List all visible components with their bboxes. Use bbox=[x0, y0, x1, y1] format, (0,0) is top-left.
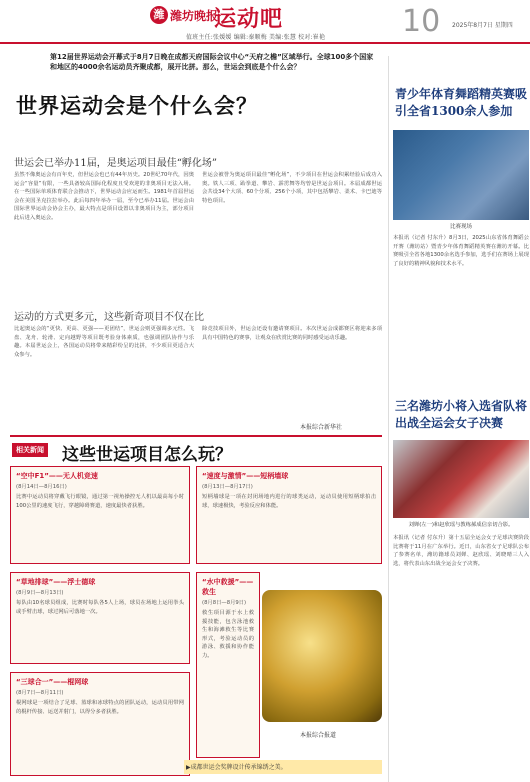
page-title: 世界运动会是个什么会？ bbox=[16, 93, 258, 118]
article1-text: 本报讯（记者 付东升）8月3日，2025山东省体育舞蹈公开赛（潍坊站）暨青少年体育舞蹈精英赛在潍坊开幕。比赛吸引全省各地1300余名选手参加，选手们在赛场上展现了良好的精神风貌和技术水平。 bbox=[393, 235, 529, 267]
right-column bbox=[388, 56, 530, 782]
item-date: (8月7日—8月11日) bbox=[16, 690, 64, 696]
masthead bbox=[0, 0, 530, 44]
item-title: “速度与激情”——短柄墙球 bbox=[202, 472, 289, 480]
dance-competition-photo bbox=[393, 130, 529, 220]
photo1-caption: 比赛现场 bbox=[449, 224, 472, 230]
section1-right-text: 世运会被誉为奥运项目最佳“孵化场”，不少项目在世运会积累经验后成功入奥。铁人三项、跆拳道、攀岩、霹雳舞等均曾是世运会项目。本届成都世运会共设34个大项、60个分项、256个小项，其中包括攀岩、柔术、卡巴迪等特色项目。 bbox=[202, 172, 382, 204]
item-title: “三球合一”——棍网球 bbox=[16, 678, 89, 686]
item-text: 每队由10名球员组成，比赛时每队各5人上场，球员在场地上运用拳头或手臂击球，球过网后可落地一次。 bbox=[16, 600, 184, 615]
item-text: 救生项目源于水上救援技能，包含泳池救生和海滩救生等比赛形式，考验运动员的游泳、救援和协作能力。 bbox=[202, 610, 254, 659]
source-credit-1: 本报综合新华社 bbox=[300, 424, 343, 431]
medal-caption: ▶成都世运会奖牌设计传承锦绣之美。 bbox=[186, 764, 287, 771]
item-date: (8月8日—8月9日) bbox=[202, 600, 247, 606]
section2-left-text: 比起奥运会的“更快、更高、更强——更团结”，世运会则更强调多元性。飞盘、龙舟、轮滑、定向越野等项目既考验身体素质，也强调团队协作与乐趣。本届世运会上，各国运动员将带来精彩纷呈的比拼，不少项目更适合大众参与。 bbox=[14, 326, 194, 358]
section2-title: 运动的方式更多元，这些新奇项目不仅在比 bbox=[14, 312, 204, 323]
special-section-title: 这些世运项目怎么玩？ bbox=[62, 445, 232, 465]
article1-title: 青少年体育舞蹈精英赛吸引全省1300余人参加 bbox=[395, 87, 528, 118]
item-title: “空中F1”——无人机竞速 bbox=[16, 472, 98, 480]
lead-paragraph: 第12届世界运动会开幕式于8月7日晚在成都天府国际会议中心“天府之檐”区域举行。全球100多个国家和地区的4000余名运动员齐聚成都，展开比拼。那么，世运会到底是个什么会？ bbox=[50, 53, 374, 71]
source-credit-2: 本报综合报道 bbox=[300, 732, 337, 739]
item-date: (8月13日—8月17日) bbox=[202, 484, 253, 490]
item-date: (8月9日—8月13日) bbox=[16, 590, 64, 596]
section2-right-text: 除竞技项目外，世运会还设有邀请赛项目。本次世运会成都赛区将迎来多项具有中国特色的赛事，让观众在欣赏比赛的同时感受运动乐趣。 bbox=[202, 326, 382, 341]
item-racquetball bbox=[196, 466, 382, 564]
newspaper-logo-icon: 潍 bbox=[150, 6, 168, 24]
item-title: “草地排球”——浮士德球 bbox=[16, 578, 96, 586]
item-faustball bbox=[10, 572, 190, 664]
section1-title: 世运会已举办11届，是奥运项目最佳“孵化场” bbox=[14, 158, 217, 169]
editors-line: 值班主任:张媛媛 编辑:秦顺梅 美编:张慧 校对:崔艳 bbox=[186, 34, 326, 41]
related-news-tag: 相关新闻 bbox=[12, 443, 48, 457]
photo2-caption: 刘婵(左一)和赵欣瑶与教练郝成信亲切合影。 bbox=[408, 522, 514, 528]
section-name: 运动吧 bbox=[214, 6, 284, 32]
article2-title: 三名潍坊小将入选省队将出战全运会女子决赛 bbox=[395, 399, 528, 430]
item-title: “水中救援”——救生 bbox=[202, 578, 254, 596]
football-players-photo bbox=[393, 440, 529, 518]
article2-text: 本报讯（记者 付东升）第十五届全运会女子足球决赛阶段比赛将于11月在广东举行。近日，山东省女子足球队公布了参赛名单，潍坊籍球员刘婵、赵欣瑶、刘晓晴三人入选，将代表山东出战全运会女子决赛。 bbox=[393, 535, 529, 567]
item-lifesaving bbox=[196, 572, 260, 758]
item-text: 短柄墙球是一项在封闭场地内进行的球类运动，运动员使用短柄球拍击球，球速极快，考验反应和体能。 bbox=[202, 494, 376, 509]
item-text: 比赛中运动员将穿戴飞行眼镜，通过第一视角操控无人机以最高每小时100公里的速度飞行，穿越障碍赛道，速度最快者获胜。 bbox=[16, 494, 184, 509]
section1-left-text: 虽然不像奥运会有百年史，但世运会也已有44年历史。20世纪70年代，因奥运会“容量”有限，一些具备较高国际化程度且受欢迎的非奥项目无法入场。在一些国际单项体育联合会推动下，世界运动会应运而生。1981年首届世运会在美国圣克拉拉举办。此后每四年举办一届，至今已举办11届。世运会由国际世界运动会协会主办，最大特点是项目设置以非奥项目为主，部分项目此后进入奥运会。 bbox=[14, 172, 194, 221]
page-number: 10 bbox=[402, 4, 441, 39]
issue-date: 2025年8月7日 星期四 bbox=[452, 22, 513, 29]
item-drone-racing bbox=[10, 466, 190, 564]
medal-photo bbox=[262, 590, 382, 722]
item-date: (8月14日—8月16日) bbox=[16, 484, 67, 490]
paper-name: 潍坊晚报 bbox=[170, 9, 219, 23]
item-text: 棍网球是一项结合了足球、篮球和冰球特点的团队运动，运动员用带网的棍杆传接、运送并射门，以得分多者获胜。 bbox=[16, 700, 184, 715]
item-lacrosse bbox=[10, 672, 190, 776]
